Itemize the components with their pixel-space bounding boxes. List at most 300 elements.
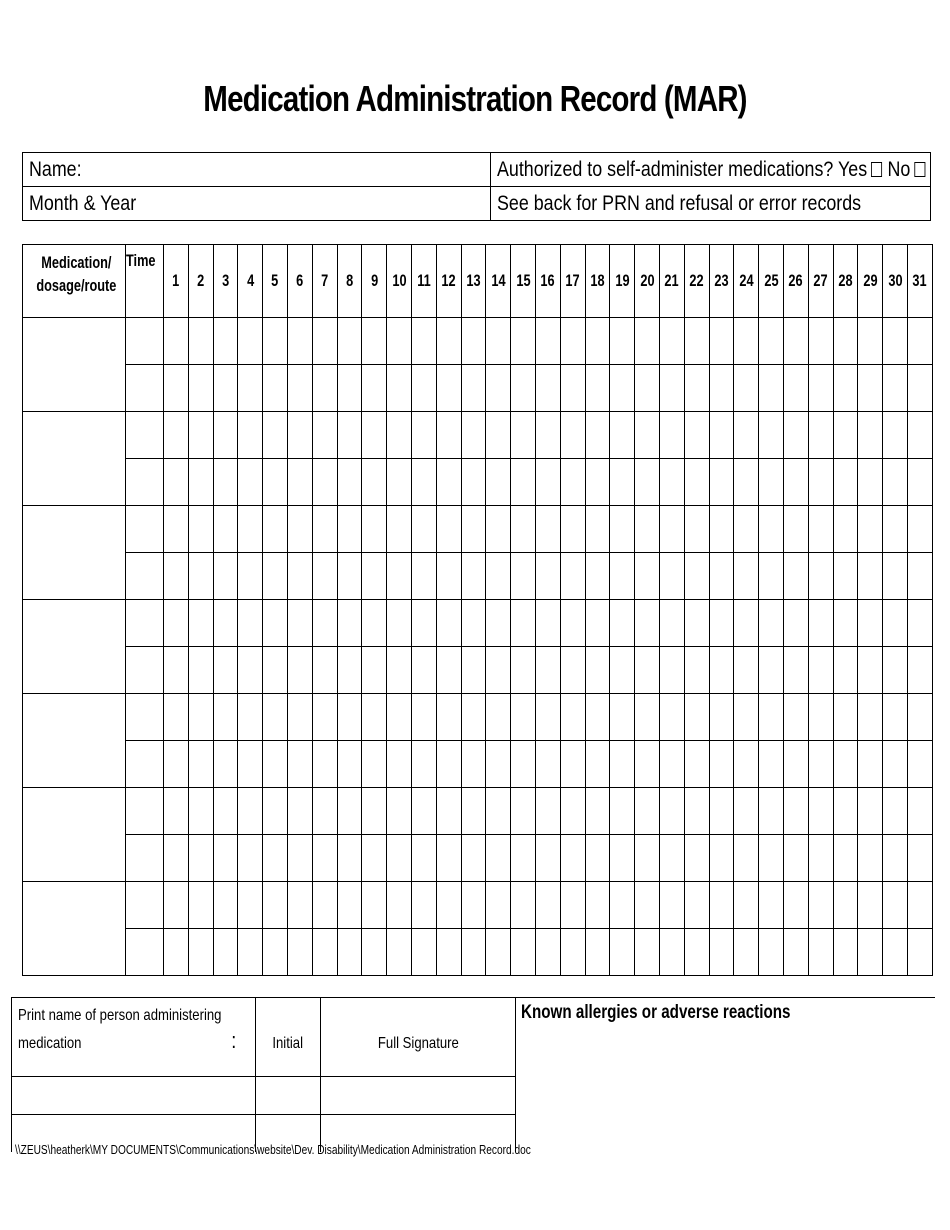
day-cell[interactable] bbox=[659, 788, 684, 835]
day-cell[interactable] bbox=[411, 318, 436, 365]
day-cell[interactable] bbox=[461, 553, 486, 600]
day-cell[interactable] bbox=[238, 741, 263, 788]
day-cell[interactable] bbox=[188, 506, 213, 553]
day-cell[interactable] bbox=[337, 741, 362, 788]
day-cell[interactable] bbox=[833, 412, 858, 459]
day-cell[interactable] bbox=[585, 835, 610, 882]
day-cell[interactable] bbox=[164, 835, 189, 882]
print-name-cell[interactable] bbox=[12, 1077, 256, 1115]
day-cell[interactable] bbox=[387, 365, 412, 412]
day-cell[interactable] bbox=[734, 600, 759, 647]
day-cell[interactable] bbox=[511, 459, 536, 506]
day-cell[interactable] bbox=[610, 647, 635, 694]
day-cell[interactable] bbox=[684, 459, 709, 506]
day-cell[interactable] bbox=[461, 788, 486, 835]
day-cell[interactable] bbox=[684, 365, 709, 412]
day-cell[interactable] bbox=[907, 929, 932, 976]
day-cell[interactable] bbox=[858, 506, 883, 553]
day-cell[interactable] bbox=[883, 694, 908, 741]
day-cell[interactable] bbox=[907, 741, 932, 788]
day-cell[interactable] bbox=[436, 929, 461, 976]
day-cell[interactable] bbox=[461, 647, 486, 694]
day-cell[interactable] bbox=[238, 365, 263, 412]
day-cell[interactable] bbox=[759, 647, 784, 694]
day-cell[interactable] bbox=[858, 459, 883, 506]
day-cell[interactable] bbox=[188, 459, 213, 506]
day-cell[interactable] bbox=[610, 929, 635, 976]
day-cell[interactable] bbox=[337, 788, 362, 835]
day-cell[interactable] bbox=[188, 788, 213, 835]
day-cell[interactable] bbox=[635, 318, 660, 365]
day-cell[interactable] bbox=[436, 318, 461, 365]
day-cell[interactable] bbox=[312, 647, 337, 694]
day-cell[interactable] bbox=[759, 412, 784, 459]
day-cell[interactable] bbox=[362, 835, 387, 882]
time-cell[interactable] bbox=[126, 882, 164, 929]
day-cell[interactable] bbox=[238, 694, 263, 741]
day-cell[interactable] bbox=[635, 835, 660, 882]
day-cell[interactable] bbox=[759, 600, 784, 647]
day-cell[interactable] bbox=[188, 553, 213, 600]
day-cell[interactable] bbox=[783, 882, 808, 929]
day-cell[interactable] bbox=[164, 600, 189, 647]
day-cell[interactable] bbox=[759, 318, 784, 365]
day-cell[interactable] bbox=[411, 929, 436, 976]
day-cell[interactable] bbox=[486, 647, 511, 694]
day-cell[interactable] bbox=[461, 459, 486, 506]
day-cell[interactable] bbox=[858, 929, 883, 976]
day-cell[interactable] bbox=[164, 365, 189, 412]
day-cell[interactable] bbox=[560, 318, 585, 365]
day-cell[interactable] bbox=[411, 647, 436, 694]
time-cell[interactable] bbox=[126, 365, 164, 412]
day-cell[interactable] bbox=[337, 694, 362, 741]
day-cell[interactable] bbox=[535, 882, 560, 929]
day-cell[interactable] bbox=[486, 788, 511, 835]
day-cell[interactable] bbox=[238, 882, 263, 929]
day-cell[interactable] bbox=[585, 553, 610, 600]
day-cell[interactable] bbox=[858, 600, 883, 647]
day-cell[interactable] bbox=[883, 741, 908, 788]
day-cell[interactable] bbox=[164, 318, 189, 365]
day-cell[interactable] bbox=[684, 506, 709, 553]
day-cell[interactable] bbox=[188, 929, 213, 976]
day-cell[interactable] bbox=[560, 412, 585, 459]
allergies-section[interactable] bbox=[515, 997, 935, 1023]
day-cell[interactable] bbox=[610, 788, 635, 835]
day-cell[interactable] bbox=[709, 882, 734, 929]
day-cell[interactable] bbox=[337, 365, 362, 412]
day-cell[interactable] bbox=[560, 741, 585, 788]
day-cell[interactable] bbox=[709, 318, 734, 365]
day-cell[interactable] bbox=[635, 412, 660, 459]
day-cell[interactable] bbox=[263, 318, 288, 365]
day-cell[interactable] bbox=[585, 459, 610, 506]
day-cell[interactable] bbox=[907, 459, 932, 506]
day-cell[interactable] bbox=[858, 835, 883, 882]
day-cell[interactable] bbox=[213, 929, 238, 976]
day-cell[interactable] bbox=[213, 741, 238, 788]
day-cell[interactable] bbox=[511, 600, 536, 647]
day-cell[interactable] bbox=[585, 788, 610, 835]
day-cell[interactable] bbox=[387, 647, 412, 694]
day-cell[interactable] bbox=[635, 553, 660, 600]
day-cell[interactable] bbox=[213, 318, 238, 365]
day-cell[interactable] bbox=[610, 835, 635, 882]
day-cell[interactable] bbox=[808, 600, 833, 647]
day-cell[interactable] bbox=[560, 459, 585, 506]
day-cell[interactable] bbox=[213, 694, 238, 741]
day-cell[interactable] bbox=[635, 929, 660, 976]
day-cell[interactable] bbox=[312, 929, 337, 976]
time-cell[interactable] bbox=[126, 929, 164, 976]
day-cell[interactable] bbox=[312, 741, 337, 788]
day-cell[interactable] bbox=[783, 412, 808, 459]
day-cell[interactable] bbox=[287, 459, 312, 506]
day-cell[interactable] bbox=[436, 694, 461, 741]
day-cell[interactable] bbox=[535, 365, 560, 412]
day-cell[interactable] bbox=[511, 788, 536, 835]
day-cell[interactable] bbox=[238, 459, 263, 506]
day-cell[interactable] bbox=[560, 835, 585, 882]
day-cell[interactable] bbox=[585, 647, 610, 694]
day-cell[interactable] bbox=[833, 553, 858, 600]
day-cell[interactable] bbox=[312, 835, 337, 882]
day-cell[interactable] bbox=[808, 788, 833, 835]
day-cell[interactable] bbox=[709, 694, 734, 741]
day-cell[interactable] bbox=[511, 647, 536, 694]
day-cell[interactable] bbox=[783, 600, 808, 647]
day-cell[interactable] bbox=[461, 741, 486, 788]
day-cell[interactable] bbox=[511, 553, 536, 600]
day-cell[interactable] bbox=[362, 647, 387, 694]
day-cell[interactable] bbox=[461, 835, 486, 882]
day-cell[interactable] bbox=[337, 929, 362, 976]
day-cell[interactable] bbox=[585, 365, 610, 412]
time-cell[interactable] bbox=[126, 694, 164, 741]
day-cell[interactable] bbox=[759, 694, 784, 741]
day-cell[interactable] bbox=[436, 835, 461, 882]
day-cell[interactable] bbox=[907, 882, 932, 929]
day-cell[interactable] bbox=[511, 506, 536, 553]
day-cell[interactable] bbox=[610, 459, 635, 506]
day-cell[interactable] bbox=[213, 600, 238, 647]
day-cell[interactable] bbox=[436, 412, 461, 459]
day-cell[interactable] bbox=[411, 459, 436, 506]
day-cell[interactable] bbox=[535, 600, 560, 647]
day-cell[interactable] bbox=[213, 459, 238, 506]
day-cell[interactable] bbox=[387, 459, 412, 506]
day-cell[interactable] bbox=[684, 647, 709, 694]
day-cell[interactable] bbox=[883, 647, 908, 694]
day-cell[interactable] bbox=[684, 694, 709, 741]
day-cell[interactable] bbox=[461, 412, 486, 459]
day-cell[interactable] bbox=[709, 835, 734, 882]
day-cell[interactable] bbox=[535, 318, 560, 365]
day-cell[interactable] bbox=[783, 788, 808, 835]
day-cell[interactable] bbox=[213, 835, 238, 882]
day-cell[interactable] bbox=[188, 835, 213, 882]
day-cell[interactable] bbox=[238, 553, 263, 600]
day-cell[interactable] bbox=[659, 694, 684, 741]
no-checkbox[interactable] bbox=[915, 162, 926, 177]
day-cell[interactable] bbox=[883, 553, 908, 600]
time-cell[interactable] bbox=[126, 553, 164, 600]
day-cell[interactable] bbox=[684, 835, 709, 882]
day-cell[interactable] bbox=[411, 553, 436, 600]
time-cell[interactable] bbox=[126, 741, 164, 788]
day-cell[interactable] bbox=[337, 647, 362, 694]
day-cell[interactable] bbox=[635, 882, 660, 929]
day-cell[interactable] bbox=[907, 835, 932, 882]
day-cell[interactable] bbox=[411, 365, 436, 412]
day-cell[interactable] bbox=[808, 835, 833, 882]
day-cell[interactable] bbox=[734, 741, 759, 788]
day-cell[interactable] bbox=[387, 835, 412, 882]
day-cell[interactable] bbox=[659, 506, 684, 553]
day-cell[interactable] bbox=[461, 506, 486, 553]
day-cell[interactable] bbox=[213, 412, 238, 459]
day-cell[interactable] bbox=[436, 553, 461, 600]
signature-cell[interactable] bbox=[321, 1077, 516, 1115]
day-cell[interactable] bbox=[610, 741, 635, 788]
day-cell[interactable] bbox=[684, 553, 709, 600]
day-cell[interactable] bbox=[387, 788, 412, 835]
day-cell[interactable] bbox=[287, 647, 312, 694]
day-cell[interactable] bbox=[907, 600, 932, 647]
day-cell[interactable] bbox=[783, 318, 808, 365]
day-cell[interactable] bbox=[833, 788, 858, 835]
day-cell[interactable] bbox=[411, 600, 436, 647]
day-cell[interactable] bbox=[362, 882, 387, 929]
day-cell[interactable] bbox=[511, 694, 536, 741]
day-cell[interactable] bbox=[585, 929, 610, 976]
day-cell[interactable] bbox=[164, 741, 189, 788]
day-cell[interactable] bbox=[213, 647, 238, 694]
day-cell[interactable] bbox=[337, 506, 362, 553]
day-cell[interactable] bbox=[213, 506, 238, 553]
day-cell[interactable] bbox=[213, 553, 238, 600]
day-cell[interactable] bbox=[387, 600, 412, 647]
day-cell[interactable] bbox=[263, 741, 288, 788]
day-cell[interactable] bbox=[734, 647, 759, 694]
day-cell[interactable] bbox=[535, 741, 560, 788]
day-cell[interactable] bbox=[238, 835, 263, 882]
day-cell[interactable] bbox=[411, 882, 436, 929]
day-cell[interactable] bbox=[833, 835, 858, 882]
day-cell[interactable] bbox=[833, 318, 858, 365]
day-cell[interactable] bbox=[883, 835, 908, 882]
day-cell[interactable] bbox=[783, 553, 808, 600]
day-cell[interactable] bbox=[535, 694, 560, 741]
day-cell[interactable] bbox=[213, 788, 238, 835]
day-cell[interactable] bbox=[635, 741, 660, 788]
day-cell[interactable] bbox=[709, 506, 734, 553]
day-cell[interactable] bbox=[684, 882, 709, 929]
day-cell[interactable] bbox=[610, 553, 635, 600]
day-cell[interactable] bbox=[411, 741, 436, 788]
day-cell[interactable] bbox=[461, 882, 486, 929]
day-cell[interactable] bbox=[585, 506, 610, 553]
day-cell[interactable] bbox=[709, 929, 734, 976]
day-cell[interactable] bbox=[312, 506, 337, 553]
day-cell[interactable] bbox=[734, 553, 759, 600]
day-cell[interactable] bbox=[907, 365, 932, 412]
day-cell[interactable] bbox=[783, 365, 808, 412]
day-cell[interactable] bbox=[734, 694, 759, 741]
day-cell[interactable] bbox=[833, 365, 858, 412]
day-cell[interactable] bbox=[635, 459, 660, 506]
day-cell[interactable] bbox=[263, 365, 288, 412]
day-cell[interactable] bbox=[759, 459, 784, 506]
day-cell[interactable] bbox=[883, 600, 908, 647]
day-cell[interactable] bbox=[362, 741, 387, 788]
day-cell[interactable] bbox=[659, 835, 684, 882]
day-cell[interactable] bbox=[287, 788, 312, 835]
time-cell[interactable] bbox=[126, 412, 164, 459]
day-cell[interactable] bbox=[486, 553, 511, 600]
medication-cell[interactable] bbox=[23, 412, 126, 506]
day-cell[interactable] bbox=[709, 412, 734, 459]
initial-cell[interactable] bbox=[256, 1077, 321, 1115]
day-cell[interactable] bbox=[635, 506, 660, 553]
day-cell[interactable] bbox=[560, 506, 585, 553]
day-cell[interactable] bbox=[907, 318, 932, 365]
day-cell[interactable] bbox=[635, 600, 660, 647]
day-cell[interactable] bbox=[511, 929, 536, 976]
time-cell[interactable] bbox=[126, 459, 164, 506]
day-cell[interactable] bbox=[263, 929, 288, 976]
day-cell[interactable] bbox=[213, 365, 238, 412]
day-cell[interactable] bbox=[511, 741, 536, 788]
day-cell[interactable] bbox=[833, 741, 858, 788]
day-cell[interactable] bbox=[263, 600, 288, 647]
day-cell[interactable] bbox=[684, 788, 709, 835]
day-cell[interactable] bbox=[560, 647, 585, 694]
day-cell[interactable] bbox=[337, 412, 362, 459]
day-cell[interactable] bbox=[486, 412, 511, 459]
day-cell[interactable] bbox=[535, 459, 560, 506]
day-cell[interactable] bbox=[709, 741, 734, 788]
day-cell[interactable] bbox=[287, 318, 312, 365]
day-cell[interactable] bbox=[511, 412, 536, 459]
day-cell[interactable] bbox=[535, 412, 560, 459]
day-cell[interactable] bbox=[808, 412, 833, 459]
day-cell[interactable] bbox=[312, 788, 337, 835]
day-cell[interactable] bbox=[436, 647, 461, 694]
medication-cell[interactable] bbox=[23, 506, 126, 600]
day-cell[interactable] bbox=[263, 412, 288, 459]
day-cell[interactable] bbox=[610, 318, 635, 365]
day-cell[interactable] bbox=[659, 365, 684, 412]
day-cell[interactable] bbox=[238, 788, 263, 835]
day-cell[interactable] bbox=[808, 553, 833, 600]
day-cell[interactable] bbox=[362, 929, 387, 976]
day-cell[interactable] bbox=[164, 412, 189, 459]
day-cell[interactable] bbox=[684, 412, 709, 459]
day-cell[interactable] bbox=[461, 318, 486, 365]
day-cell[interactable] bbox=[188, 318, 213, 365]
day-cell[interactable] bbox=[164, 929, 189, 976]
day-cell[interactable] bbox=[312, 318, 337, 365]
day-cell[interactable] bbox=[312, 412, 337, 459]
day-cell[interactable] bbox=[312, 365, 337, 412]
day-cell[interactable] bbox=[808, 694, 833, 741]
day-cell[interactable] bbox=[287, 506, 312, 553]
day-cell[interactable] bbox=[560, 365, 585, 412]
day-cell[interactable] bbox=[436, 882, 461, 929]
day-cell[interactable] bbox=[535, 553, 560, 600]
day-cell[interactable] bbox=[535, 647, 560, 694]
day-cell[interactable] bbox=[188, 694, 213, 741]
time-cell[interactable] bbox=[126, 506, 164, 553]
day-cell[interactable] bbox=[833, 647, 858, 694]
day-cell[interactable] bbox=[411, 412, 436, 459]
day-cell[interactable] bbox=[635, 365, 660, 412]
day-cell[interactable] bbox=[287, 835, 312, 882]
day-cell[interactable] bbox=[808, 318, 833, 365]
day-cell[interactable] bbox=[387, 882, 412, 929]
day-cell[interactable] bbox=[486, 835, 511, 882]
day-cell[interactable] bbox=[387, 741, 412, 788]
day-cell[interactable] bbox=[783, 741, 808, 788]
day-cell[interactable] bbox=[362, 365, 387, 412]
day-cell[interactable] bbox=[263, 647, 288, 694]
day-cell[interactable] bbox=[263, 459, 288, 506]
time-cell[interactable] bbox=[126, 835, 164, 882]
day-cell[interactable] bbox=[287, 412, 312, 459]
day-cell[interactable] bbox=[734, 365, 759, 412]
day-cell[interactable] bbox=[511, 835, 536, 882]
day-cell[interactable] bbox=[312, 553, 337, 600]
day-cell[interactable] bbox=[759, 835, 784, 882]
day-cell[interactable] bbox=[486, 882, 511, 929]
day-cell[interactable] bbox=[486, 365, 511, 412]
day-cell[interactable] bbox=[759, 929, 784, 976]
day-cell[interactable] bbox=[164, 506, 189, 553]
day-cell[interactable] bbox=[709, 647, 734, 694]
day-cell[interactable] bbox=[337, 318, 362, 365]
day-cell[interactable] bbox=[808, 506, 833, 553]
day-cell[interactable] bbox=[535, 929, 560, 976]
day-cell[interactable] bbox=[436, 506, 461, 553]
day-cell[interactable] bbox=[734, 788, 759, 835]
day-cell[interactable] bbox=[560, 694, 585, 741]
time-cell[interactable] bbox=[126, 788, 164, 835]
day-cell[interactable] bbox=[486, 929, 511, 976]
day-cell[interactable] bbox=[659, 929, 684, 976]
day-cell[interactable] bbox=[238, 929, 263, 976]
day-cell[interactable] bbox=[709, 459, 734, 506]
day-cell[interactable] bbox=[535, 835, 560, 882]
day-cell[interactable] bbox=[709, 788, 734, 835]
day-cell[interactable] bbox=[312, 600, 337, 647]
day-cell[interactable] bbox=[858, 741, 883, 788]
day-cell[interactable] bbox=[907, 788, 932, 835]
day-cell[interactable] bbox=[610, 506, 635, 553]
day-cell[interactable] bbox=[610, 882, 635, 929]
day-cell[interactable] bbox=[907, 412, 932, 459]
day-cell[interactable] bbox=[486, 741, 511, 788]
day-cell[interactable] bbox=[858, 412, 883, 459]
day-cell[interactable] bbox=[610, 365, 635, 412]
day-cell[interactable] bbox=[263, 506, 288, 553]
day-cell[interactable] bbox=[585, 318, 610, 365]
day-cell[interactable] bbox=[659, 647, 684, 694]
day-cell[interactable] bbox=[684, 929, 709, 976]
day-cell[interactable] bbox=[883, 506, 908, 553]
day-cell[interactable] bbox=[263, 788, 288, 835]
